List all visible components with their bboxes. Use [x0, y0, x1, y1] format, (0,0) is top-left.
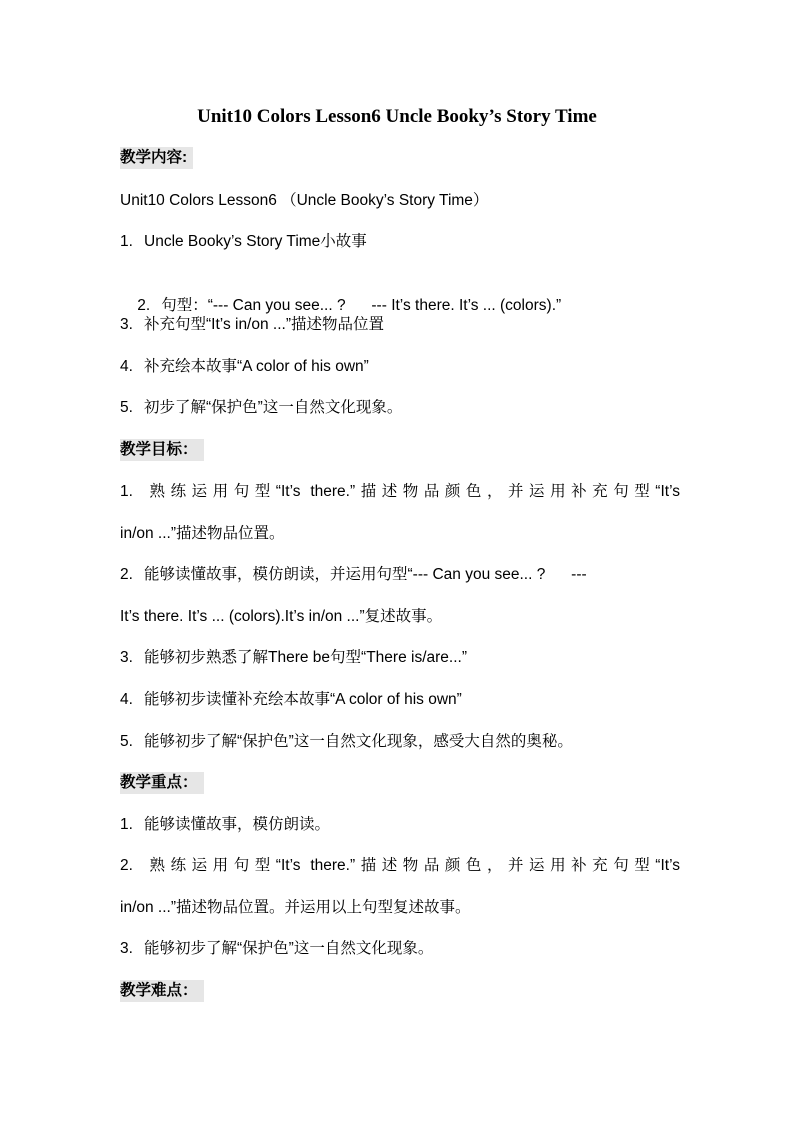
item-number: 3. — [120, 940, 133, 957]
item-text: 能够初步读懂补充绘本故事“A color of his own” — [144, 691, 462, 708]
content-item-3 — [120, 314, 680, 336]
item-text: 能够初步了解“保护色”这一自然文化现象。 — [144, 940, 434, 957]
item-text: 能够读懂故事，模仿朗读。 — [144, 816, 331, 833]
goal-item-1-line-1 — [120, 481, 680, 503]
item-text: 熟练运用句型“It’s there.”描述物品颜色，并运用补充句型“It’s — [144, 857, 680, 874]
item-number: 1. — [120, 483, 133, 500]
item-text: 初步了解“保护色”这一自然文化现象。 — [144, 399, 403, 416]
document-title: Unit10 Colors Lesson6 Uncle Booky’s Story Time — [197, 106, 597, 127]
item-number: 5. — [120, 733, 133, 750]
item-text: 熟练运用句型“It’s there.”描述物品颜色，并运用补充句型“It’s — [144, 483, 680, 500]
item-number: 3. — [120, 649, 133, 666]
key-point-item-3 — [120, 938, 680, 960]
content-intro: Unit10 Colors Lesson6 （Uncle Booky’s Story Time） — [120, 192, 489, 209]
goal-item-3 — [120, 647, 680, 669]
item-number: 2. — [120, 566, 133, 583]
key-point-item-2-line-1 — [120, 855, 680, 877]
item-number: 1. — [120, 816, 133, 833]
section-heading-content: 教学内容: — [120, 147, 193, 169]
item-number: 3. — [120, 316, 133, 333]
goal-item-5 — [120, 731, 680, 753]
item-number: 2. — [137, 297, 151, 314]
item-number: 5. — [120, 399, 133, 416]
item-number: 2. — [120, 857, 133, 874]
key-point-item-1 — [120, 814, 680, 836]
item-text: 补充绘本故事“A color of his own” — [144, 358, 369, 375]
item-number: 4. — [120, 691, 133, 708]
content-item-5 — [120, 397, 680, 419]
item-text: 能够读懂故事，模仿朗读，并运用句型“--- Can you see... ? --- — [144, 566, 587, 583]
item-number: 4. — [120, 358, 133, 375]
goal-item-2-line-2: It’s there. It’s ... (colors).It’s in/on ...”复述故事。 — [120, 608, 443, 625]
goal-item-2-line-1 — [120, 564, 680, 586]
content-item-1 — [120, 231, 680, 253]
section-heading-goals: 教学目标： — [120, 439, 204, 461]
section-heading-difficulties: 教学难点： — [120, 980, 204, 1002]
item-text: 能够初步熟悉了解There be句型“There is/are...” — [144, 649, 467, 666]
item-text: 句型：“--- Can you see... ? --- It’s there. It’s ... (colors).” — [161, 297, 562, 314]
goal-item-4 — [120, 689, 680, 711]
key-point-item-2-line-2: in/on ...”描述物品位置。并运用以上句型复述故事。 — [120, 899, 471, 916]
item-text: 补充句型“It’s in/on ...”描述物品位置 — [144, 316, 384, 333]
goal-item-1-line-2: in/on ...”描述物品位置。 — [120, 525, 285, 542]
item-text: Uncle Booky’s Story Time小故事 — [144, 233, 367, 250]
content-item-4 — [120, 356, 680, 378]
section-heading-key-points: 教学重点： — [120, 772, 204, 794]
item-text: 能够初步了解“保护色”这一自然文化现象，感受大自然的奥秘。 — [144, 733, 573, 750]
item-number: 1. — [120, 233, 133, 250]
